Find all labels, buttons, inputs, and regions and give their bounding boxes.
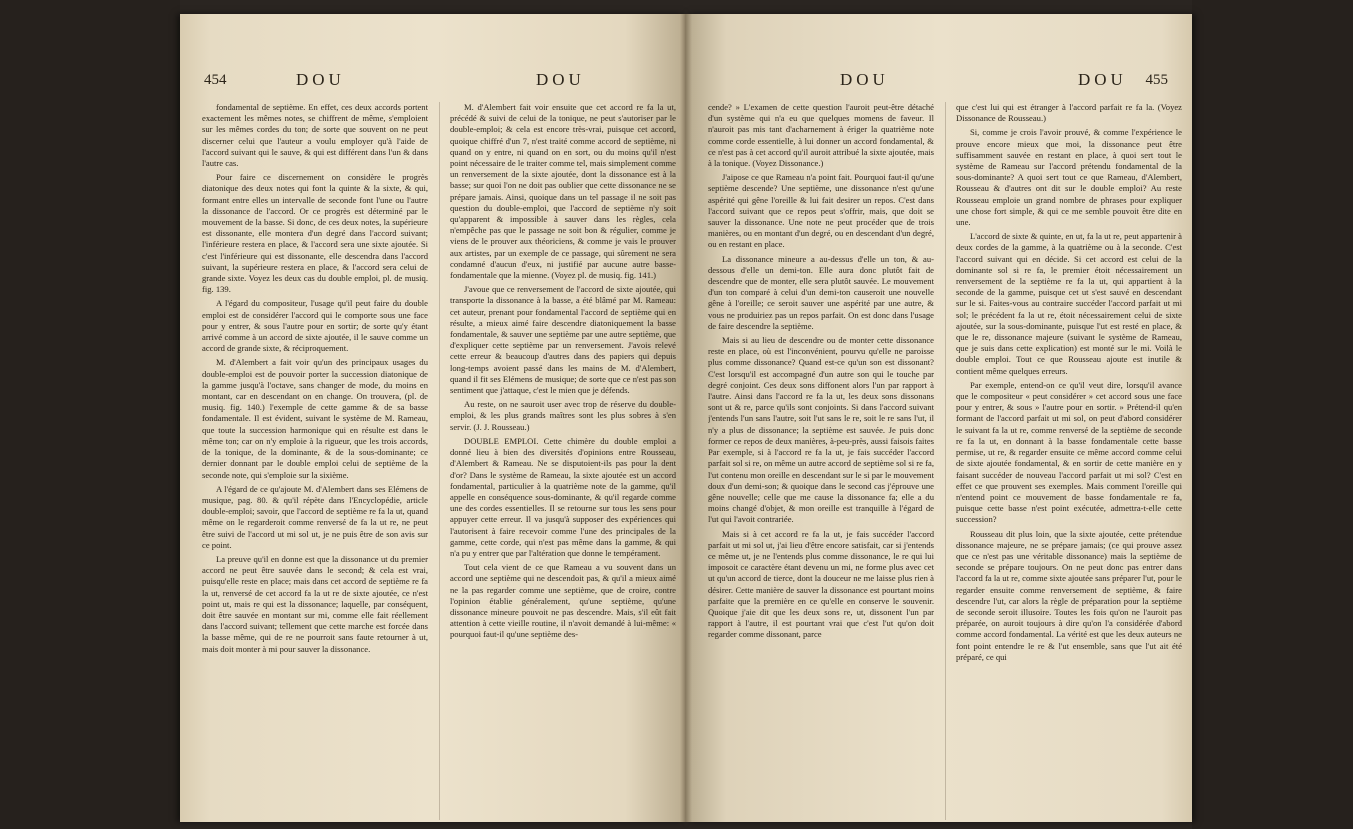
- paragraph: Tout cela vient de ce que Rameau a vu souvent dans un accord une septième qui ne descendoit pas, & qu'il a mieux aimé ne la pas regarder comme une septième, que de croire, contre l'opinion établie généralement, qu'une septième, qu'une dissonance mineure pouvoit ne pas descendre. Mais, s'il eût fait attention à cette vieille routine, il n'avoit demandé à lui-même: « pourquoi faut-il qu'une septième des-: [450, 562, 676, 640]
- paragraph: Si, comme je crois l'avoir prouvé, & comme l'expérience le prouve encore mieux que moi, la dissonance peut être suffisamment sauvée en restant en place, à quoi sert tout le système de Rameau sur l'accord prétendu fondamental de la sous-dominante? A quoi sert tout ce que Rameau, d'Alembert, Rousseau & d'autres ont dit sur le double emploi? Au reste Rousseau emploie un grand nombre de phrases pour expliquer une chose fort simple, & qui ce me semble pouvoit être dite en une.: [956, 127, 1182, 228]
- right-column-1: [708, 102, 934, 820]
- column-divider: [945, 102, 946, 820]
- left-head-word-2: DOU: [536, 70, 585, 89]
- paragraph: Pour faire ce discernement on considère le progrès diatonique des deux notes qui font la quinte & la sixte, & qui, formant entre elles un intervalle de seconde font l'une ou l'autre la dissonance de l'accord. Or ce progrès est déterminé par le mouvement de la basse. Si donc, de ces deux notes, la supérieure est dissonante, elle montera d'un degré dans l'accord suivant; l'inférieure restera en place, & l'accord sera une sixte ajoutée. Si c'est l'inférieure qui est dissonante, elle descendra dans l'accord suivant, la supérieure restera en place, & l'accord sera celui de grande sixte. Voyez les deux cas du double emploi, pl. de musiq. fig. 139.: [202, 172, 428, 295]
- paragraph: fondamental de septième. En effet, ces deux accords portent exactement les mêmes notes, se chiffrent de même, s'emploient sur les mêmes cordes du ton; de sorte que souvent on ne peut discerner celui que l'auteur a voulu employer qu'à l'aide de l'accord suivant qui le sauve, & qui est différent dans l'un & dans l'autre cas.: [202, 102, 428, 169]
- paragraph: Rousseau dit plus loin, que la sixte ajoutée, cette prétendue dissonance majeure, ne se prépare jamais; (ce qui prouve assez que ce n'est pas une véritable dissonance) mais la septième de seconde se prépare toujours. On ne peut donc pas entrer dans l'accord fa la ut re, comme sixte ajoutée sans préparer l'ut, pour le regarder ensuite comme renversement de septième, & faire descendre l'ut, car alors la règle de préparation pour la septième de seconde seroit illusoire. Toutes les fois qu'on ne l'auroit pas préparée, on auroit toujours à dire qu'on l'a considérée d'abord comme accord fondamental. La vérité est que les deux auteurs ne font point entendre le re & l'ut ensemble, sans que l'ut ait été préparé, ce qui: [956, 528, 1182, 662]
- left-page: [180, 14, 686, 822]
- right-head-word-1: DOU: [840, 70, 889, 89]
- paragraph: La dissonance mineure a au-dessus d'elle un ton, & au-dessous d'elle un demi-ton. Elle aura donc plutôt fait de descendre que de monter, elle sera plutôt sauvée. Le mouvement d'un ton comparé à celui d'un demi-ton causeroit une nouvelle gêne à l'oreille; ce seroit sauver une aspérité par une autre, & vous ne produiriez pas un repos parfait. On est donc dans l'usage de faire descendre la septième.: [708, 253, 934, 331]
- right-background: [1192, 0, 1353, 829]
- right-columns: [708, 102, 1182, 818]
- paragraph: Mais si à cet accord re fa la ut, je fais succéder l'accord parfait ut mi sol ut, j'ai lieu d'être encore satisfait, car si j'entends ce même ut, je ne l'entends plus comme dissonance, le re qui lui imposoit ce caractère étant devenu un mi, ne forme plus avec cet ut qu'un accord de tierce, dont la douceur ne me laisse plus rien à désirer. Cette manière de sauver la dissonance est pourtant moins parfaite que la première en ce qu'elle en conserve le souvenir. Quoique j'aie dit que les deux sons re, ut, dissonent l'un par rapport à l'autre, il est pourtant vrai que c'est l'ut qu'on doit regarder comme dissonant, parce: [708, 528, 934, 640]
- paragraph: DOUBLE EMPLOI. Cette chimère du double emploi a donné lieu à bien des diversités d'opinions entre Rousseau, d'Alembert & Rameau. Ne se disputoient-ils pas pour la dent d'or? Dans le système de Rameau, la sixte ajoutée est un accord fondamental, particulier à la quatrième note de la gamme, qu'il appelle en conséquence sous-dominante, & qu'il regarde comme une des cordes essentielles. Il se retourne sur tous les sens pour appuyer cette erreur. Il va jusqu'à supposer des expériences qui l'autorisent à faire recevoir comme l'une des principales de la gamme, cette corde, qui n'est pas même dans la gamme, & qui n'a pu y entrer que par l'altération que donne le tempérament.: [450, 435, 676, 558]
- paragraph: M. d'Alembert fait voir ensuite que cet accord re fa la ut, précédé & suivi de celui de la tonique, ne peut s'autoriser par le double-emploi; & cela est encore très-vrai, puisque cet accord, quoique chiffré d'un 7, n'est traité comme accord de septième, ni quand on y entre, ni quand on en sort, ou du moins qu'il n'est point nécessaire de le traiter comme tel, mais simplement comme un renversement de la sixte ajoutée, dont la dissonance est à la basse; sur quoi l'on ne doit pas oublier que cette dissonance ne se prépare jamais. Ainsi, quoique dans un tel passage il ne soit pas question du double-emploi, que l'accord de septième n'y soit qu'apparent & impossible à sauver dans les règles, cela n'empêche pas que le passage ne soit bon & régulier, comme je viens de le prouver aux théoriciens, & comme je vais le prouver aux artistes, par un exemple de ce passage, qui sûrement ne sera condamné d'aucun d'eux, ni justifié par aucune autre basse-fondamentale que la mienne. (Voyez pl. de musiq. fig. 141.): [450, 102, 676, 281]
- paragraph: La preuve qu'il en donne est que la dissonance ut du premier accord ne peut être sauvée dans le second; & cela est vrai, puisqu'elle reste en place; mais dans cet accord de septième re fa la ut, renversé de cet accord fa la ut re de sixte ajoutée, ce n'est point ut, mais re qui est la dissonance; laquelle, par conséquent, doit être sauvée en montant sur mi, comme elle fait réellement dans l'accord suivant; tellement que cette marche est forcée dans la basse même, qui de re ne pourroit sans faute retourner à ut, mais doit monter à mi pour sauver la dissonance.: [202, 553, 428, 654]
- paragraph: Par exemple, entend-on ce qu'il veut dire, lorsqu'il avance que le compositeur « peut considérer » cet accord sous une face pour y entrer, & sous » l'autre pour en sortir. » Prétend-il qu'en formant de l'accord parfait ut mi sol, on peut d'abord considérer le suivant fa la ut re, comme renversé de la septième de seconde re fa la ut, en donnant à la basse fondamentale cette basse permise, ut re, & regarder ensuite ce même accord comme celui de sixte ajoutée fondamental, & en sortir de cette manière en y faisant succéder de nouveau l'accord parfait ut mi sol? C'est en effet ce que prouvent ses exemples. Mais comment l'oreille qui n'entend point ce mouvement de basse fondamentale re fa, puisque cette basse n'est point exécutée, admettra-t-elle cette succession?: [956, 379, 1182, 525]
- paragraph: Au reste, on ne sauroit user avec trop de réserve du double-emploi, & les plus grands maîtres sont les plus sobres à s'en servir. (J. J. Rousseau.): [450, 399, 676, 432]
- paragraph: L'accord de sixte & quinte, en ut, fa la ut re, peut appartenir à deux cordes de la gamme, à la quatrième ou à la seconde. C'est l'accord suivant qui en décide. Si cet accord est celui de la dominante sol si re fa, le premier étoit nécessairement un renversement de la septième re fa la ut, qui appartient à la seconde de la gamme, puisque cet ut s'est sauvé en descendant sur le si. Faites-vous au contraire succéder l'accord parfait ut mi sol; le précédent fa la ut re, étoit nécessairement celui de sixte ajoutée, sur la sous-dominante, puisque l'ut est resté en place, & que le re, dissonance majeure (suivant le système de Rameau, que je suis dans cette explication) est monté sur le mi. Voilà le double emploi. Tout ce que Rousseau ajoute est inutile & contient même quelques erreurs.: [956, 231, 1182, 376]
- paragraph: A l'égard de ce qu'ajoute M. d'Alembert dans ses Elémens de musique, pag. 80. & qu'il répète dans l'Encyclopédie, article double-emploi; savoir, que l'accord de septième re fa la ut, quand même on le regarderoit comme renversé de fa la ut re, ne peut être suivi de l'accord ut mi sol ut, je ne puis être de son avis sur ce point.: [202, 483, 428, 550]
- paragraph: A l'égard du compositeur, l'usage qu'il peut faire du double emploi est de considérer l'accord qui le comporte sous une face pour y entrer, & sous l'autre pour en sortir; de sorte qu'y étant arrivé comme à un accord de sixte ajoutée, il le sauve comme un accord de grande sixte, & réciproquement.: [202, 298, 428, 354]
- paragraph: J'aipose ce que Rameau n'a point fait. Pourquoi faut-il qu'une septième descende? Une septième, une dissonance n'est qu'une aspérité qui gêne l'oreille & lui fait desirer un repos. C'est dans l'accord suivant que ce repos peut s'offrir, mais, que doit se sauver la dissonance. Une note ne peut procéder que de trois manières, ou en montant d'un degré, ou en descendant d'un degré, ou en restant en place.: [708, 172, 934, 250]
- right-page: [686, 14, 1192, 822]
- paragraph: J'avoue que ce renversement de l'accord de sixte ajoutée, qui transporte la dissonance à la basse, a été blâmé par M. Rameau: cet auteur, prenant pour fondamental l'accord de septième qui en résulte, a mieux aimé faire descendre diatoniquement la basse fondamentale, & sauver une septième par une autre septième, que d'expliquer cette septième par un renversement. J'avois relevé cette erreur & beaucoup d'autres dans des papiers qui depuis long-temps avoient passé dans les mains de M. d'Alembert, quand il fit ses Elémens de musique; de sorte que ce n'est pas son sentiment que j'attaque, c'est le mien que je défends.: [450, 284, 676, 396]
- left-running-head: [204, 70, 662, 98]
- book-gutter: [680, 14, 692, 822]
- left-head-word-1: DOU: [296, 70, 345, 89]
- paragraph: Mais si au lieu de descendre ou de monter cette dissonance reste en place, où est l'inconvénient, pourvu qu'elle ne paroisse plus comme dissonance? Quand est-ce qu'un son est dissonant? C'est lorsqu'il est accompagné d'un autre son qui le touche par degré conjoint. Ces deux sons diffonent alors l'un par rapport à l'autre. Ainsi dans l'accord re fa la ut, les deux sons dissonans sont ut & re, parce qu'ils sont conjoints. Si dans l'accord suivant j'entends l'un sans l'autre, soit l'ut sans le re, soit le re sans l'ut, il n'y a plus de dissonance; la septième est sauvée. Je puis donc former ce repos de deux manières, à-peu-près, aussi faisois faites Par exemple, si à l'accord re fa la ut, je fais succéder l'accord parfait sol si re, on même un autre accord de septième sol si re fa, l'ut contenu mon oreille en descendant sur le si par le mouvement doux d'un demi-son; & quoique dans le second cas j'éprouve une gêne nouvelle; celle que me cause la dissonance fa; elle a du moins changé d'objet, & mon oreille est tranquille à l'égard de l'ut qui l'avoit contrariée.: [708, 335, 934, 525]
- right-column-2: [956, 102, 1182, 820]
- paragraph: cende? » L'examen de cette question l'auroit peut-être détaché d'un système qui n'a eu que quelques momens de faveur. Il n'auroit pas mis tant d'acharnement à ériger la quatrième note comme corde essentielle, à lui donner un accord fondamental, & ce n'est pas à cet accord qu'il auroit attribué la sixte ajoutée, mais à la tonique. (Voyez Dissonance.): [708, 102, 934, 169]
- left-column-2: [450, 102, 676, 820]
- right-head-word-2: DOU: [1078, 70, 1127, 89]
- column-divider: [439, 102, 440, 820]
- paragraph: que c'est lui qui est étranger à l'accord parfait re fa la. (Voyez Dissonance de Rousseau.): [956, 102, 1182, 124]
- left-background: [0, 0, 180, 829]
- right-running-head: [710, 70, 1168, 98]
- paragraph: M. d'Alembert a fait voir qu'un des principaux usages du double-emploi est de pouvoir porter la succession diatonique de la gamme jusqu'à l'octave, sans changer de mode, du moins en montant, car en descendant on en change. On trouvera, (pl. de musiq. fig. 140.) l'exemple de cette gamme & de sa basse fondamentale. Il est évident, suivant le système de M. Rameau, que toute la succession harmonique qui en résulte est dans le même ton; car on n'y emploie à la rigueur, que les trois accords, de la tonique, de la dominante, & de la sous-dominante; ce dernier donnant par le double emploi celui de septième de la seconde note, qui s'emploie sur la sixième.: [202, 357, 428, 480]
- right-page-number: 455: [1145, 72, 1168, 88]
- left-columns: [202, 102, 676, 818]
- left-column-1: [202, 102, 428, 820]
- left-page-number: 454: [204, 72, 227, 88]
